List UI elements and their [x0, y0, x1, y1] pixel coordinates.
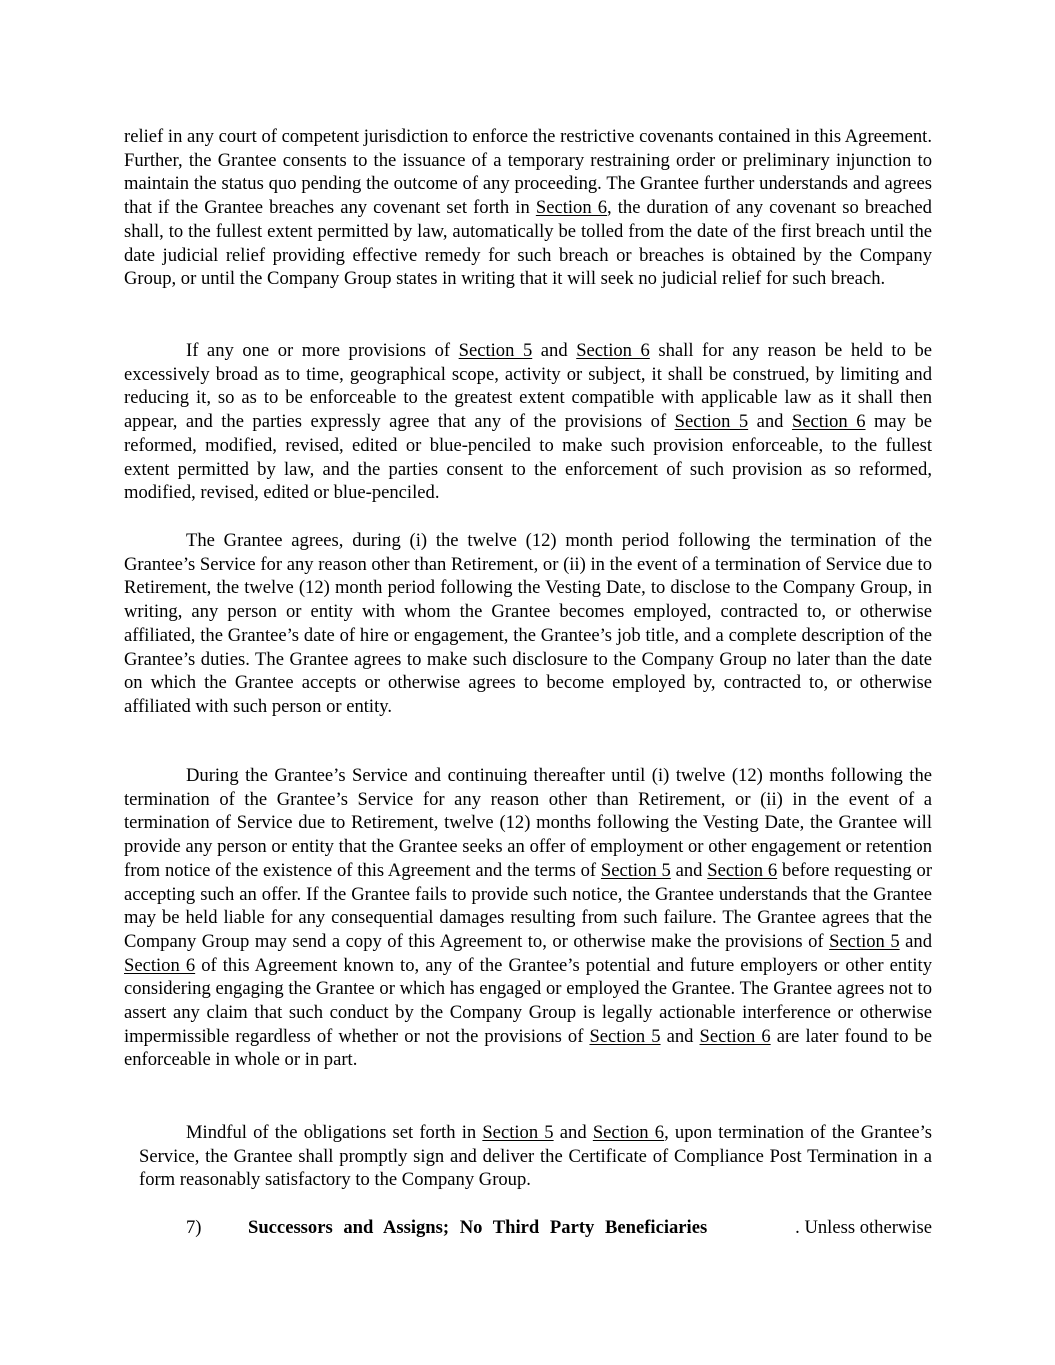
paragraph-text: The Grantee agrees, during (i) the twelve (12) month period following the termination of the Grantee’s Service for any reason other than Retirement, or (ii) in the event of a termination of Service due to Retirement, the twelve (12) month period following the Vesting Date, to disclose to the Company Group, in writing, any person or entity with whom the Grantee becomes employed, contracted to, or otherwise affiliated, the Grantee’s date of hire or engagement, the Grantee’s job title, and a complete description of the Grantee’s duties. The Grantee agrees to make such disclosure to the Company Group no later than the date on which the Grantee accepts or otherwise agrees to become employed by, contracted to, or otherwise affiliated with such person or entity.	[124, 530, 932, 717]
paragraph-text: before requesting or accepting such an offer. If the Grantee fails to provide such notice, the Grantee understands that the Grantee may be held liable for any consequential damages resulting from such failure. The Grantee agrees that the Company Group may send a copy of this Agreement to, or otherwise make the provisions of	[124, 859, 933, 952]
paragraph-text: If any one or more provisions of	[186, 340, 459, 361]
section-5-reference: Section 5	[674, 411, 749, 433]
section-text-line	[124, 1216, 932, 1240]
section-6-reference: Section 6	[535, 197, 608, 219]
paragraph-text: relief in any court of competent jurisdiction to enforce the restrictive covenants contained in this Agreement. Further, the Grantee consents to the issuance of a temporary restraining order or preliminary injunction to maintain the status quo pending the outcome of any proceeding. The Grantee further understands and agrees that if the Grantee breaches any covenant set forth in	[124, 126, 932, 219]
paragraph-text: of this Agreement known to, any of the Grantee’s potential and future employers or other entity considering engaging the Grantee or which has engaged or employed the Grantee. The Grantee agrees not to assert any claim that such conduct by the Company Group is legally actionable interference or otherwise impermissible regardless of whether or not the provisions of	[124, 954, 932, 1047]
paragraph-text: and	[532, 340, 577, 361]
paragraph-text: and	[748, 411, 792, 433]
section-5-reference: Section 5	[600, 859, 671, 881]
section-6-reference: Section 6	[791, 411, 866, 433]
paragraph-notice	[124, 764, 932, 1072]
paragraph-text: may be reformed, modified, revised, edited or blue-penciled to make such provision enforceable, to the fullest extent permitted by law, and the parties consent to the enforcement of such provision as so reformed, modified, revised, edited or blue-penciled.	[124, 411, 933, 504]
section-6-reference: Section 6	[576, 340, 650, 361]
paragraph-reformation	[124, 339, 932, 505]
paragraph-text: and	[670, 859, 708, 881]
paragraph-text: , the duration of any covenant so breached shall, to the fullest extent permitted by law, automatically be tolled from the date of the first breach until the date judicial relief providing effective remedy for such breach or breaches is obtained by the Company Group, or until the Company Group states in writing that it will seek no judicial relief for such breach.	[124, 197, 932, 290]
paragraph-text: During the Grantee’s Service and continuing thereafter until (i) twelve (12) months following the termination of the Grantee’s Service for any reason other than Retirement, or (ii) in the event of a termination of Service due to Retirement, twelve (12) months following the Vesting Date, the Grantee will provide any person or entity that the Grantee seeks an offer of employment or other engagement or retention from notice of the existence of this Agreement and the terms of	[124, 765, 932, 881]
section-5-reference: Section 5	[482, 1122, 554, 1143]
paragraph-certificate	[139, 1121, 932, 1192]
paragraph-text: and	[553, 1122, 593, 1143]
section-5-reference: Section 5	[589, 1025, 661, 1047]
paragraph-text: and	[899, 930, 933, 952]
section-5-reference: Section 5	[458, 340, 533, 361]
section-number: 7)	[186, 1217, 202, 1238]
section-text: . Unless otherwise	[795, 1217, 932, 1238]
section-6-reference: Section 6	[592, 1122, 665, 1143]
paragraph-text: Mindful of the obligations set forth in	[186, 1122, 483, 1143]
paragraph-tolling	[124, 125, 932, 291]
paragraph-disclosure	[124, 529, 932, 719]
paragraph-text: shall for any reason be held to be excessively broad as to time, geographical scope, activity or subject, it shall be construed, by limiting and reducing it, so as to be enforceable to the greatest extent compatible with applicable law as it shall then appear, and the parties expressly agree that any of the provisions of	[124, 340, 932, 433]
section-title: Successors and Assigns; No Third Party Beneficiaries	[248, 1217, 708, 1238]
section-5-reference: Section 5	[829, 930, 900, 952]
paragraph-text: are later found to be enforceable in whole or in part.	[124, 1025, 933, 1071]
section-6-reference: Section 6	[124, 954, 196, 976]
section-6-reference: Section 6	[707, 859, 778, 881]
paragraph-text: , upon termination of the Grantee’s Service, the Grantee shall promptly sign and deliver the Certificate of Compliance Post Termination in a form reasonably satisfactory to the Company Group.	[139, 1122, 933, 1191]
section-6-reference: Section 6	[699, 1025, 771, 1047]
paragraph-text: and	[660, 1025, 700, 1047]
